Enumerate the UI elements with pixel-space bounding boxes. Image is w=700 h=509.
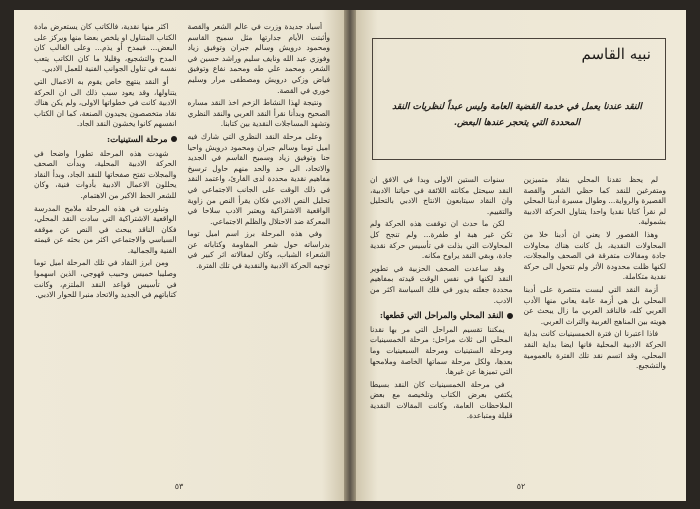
paragraph: أسياد جديدة وزرت في عالم الشعر والقصة وأثبتت الأيام جدارتها مثل سميح القاسم ومحمود درويش وسالم جبران وتوفيق زياد وفوزي عبد الله ونايف سليم وراشد حسين في الشعر، ومحمد علي طه ومحمد نفاع وتوفيق فياض وزكي درويش ومصطفى مرار وسليم خوري في القصة. bbox=[187, 22, 330, 95]
right-page-columns bbox=[370, 175, 666, 470]
page-number: ٥٣ bbox=[174, 482, 184, 491]
paragraph: اكثر منها نقدية، فالكاتب كان يستعرض مادة الكتاب المتناول او يلخص بعضا منها ويركز على البعض... فيمدح أو يذم... وعلى الغالب كان المدح والتشجيع، وقليلا ما كان الكاتب يتعب نفسه في تناول الجوانب الفنية للعمل الادبي. bbox=[34, 22, 177, 74]
left-page-col-left bbox=[34, 22, 177, 470]
paragraph: وعلى مرحلة النقد النظري التي شارك فيه اميل توما وسالم جبران ومحمود درويش واحيا حنا وتوفيق زياد وسميح القاسم في الجديد والاتحاد، الى حد والحد منهم حاول ترسيخ مفاهيم نقدية محددة لدى القارئ، واعتمد النقد في ذلك الوقت على الجانب الاجتماعي في تحليل النص الادبي فكان يقرأ النص من زاوية الواقعية الاشتراكية ويعتبر الادب سلاحا في المعركة ضد الاحتلال والظلم الاجتماعي. bbox=[187, 131, 330, 226]
bullet-icon bbox=[507, 313, 513, 319]
paragraph: أزمة النقد التي لبست متتصرة على أدبنا المحلي بل هي أزمة عامة يعاني منها الأدب العربي كله، فالناقد العربي ما زال يبحث عن هويته بين المناهج الغربية والتراث العربي. bbox=[523, 284, 666, 326]
paragraph: وهذا القصور لا يعني ان أدبنا خلا من المحاولات النقدية، بل كانت هناك محاولات جادة ومقالات متفرقة في الصحف والمجلات، لكنها ظلت محدودة الأثر ولم تتحول الى حركة نقدية متكاملة. bbox=[523, 229, 666, 282]
paragraph: سنوات الستين الاولى وبدا في الافق ان النقد سيحتل مكانته اللائقة في حياتنا الادبية، وان النقاد سيتابعون الانتاج الادبي بالتحليل والتقييم. bbox=[370, 175, 513, 216]
open-book bbox=[14, 10, 686, 501]
paragraph: يمكننا تقسيم المراحل التي مر بها نقدنا المحلي الى ثلاث مراحل: مرحلة الخمسينيات ومرحلة الستينيات ومرحلة السبعينيات وما بعدها، ولكل مرحلة سماتها الخاصة وملامحها التي تميزها عن غيرها. bbox=[370, 324, 513, 377]
section-heading-text: النقد المحلي والمراحل التي قطعها: bbox=[379, 310, 504, 321]
paragraph: لم يحظ تقدنا المحلي بنقاد متميزين ومتفرغين للنقد كما حظي الشعر والقصة القصيرة والرواية... وطوال مسيرة أدبنا المحلي لم نقرأ كتابا نقديا واحدا يتناول الحركة الادبية بشمولية. bbox=[523, 175, 666, 227]
paragraph: في مرحلة الخمسينيات كان النقد بسيطا يكتفي بعرض الكتاب وتلخيصه مع بعض الملاحظات العامة، وكانت المقالات النقدية قليلة ومتباعدة. bbox=[370, 379, 513, 421]
paragraph: وفي هذه المرحلة برز اسم اميل توما بدراساته حول شعر المقاومة وكتاباته عن الشعراء الشباب، وكان لمقالاته اثر كبير في توجيه الحركة الادبية والنقدية في تلك الفترة. bbox=[187, 229, 330, 271]
article-title-box bbox=[372, 38, 666, 160]
page-number: ٥٢ bbox=[516, 482, 526, 491]
section-heading bbox=[370, 310, 513, 321]
bullet-icon bbox=[171, 136, 177, 142]
paragraph: ومن ابرز النقاد في تلك المرحلة اميل توما وصليبا خميس وحبيب قهوجي، الذين اسهموا في تأسيس قواعد النقد الملتزم، وكانت كتاباتهم في الجديد والاتحاد منبرا للحوار الادبي. bbox=[34, 258, 177, 300]
right-page-col-left bbox=[370, 175, 513, 470]
book-spine bbox=[344, 10, 356, 501]
right-page bbox=[356, 10, 686, 501]
paragraph: لكن ما حدث ان توقفت هذه الحركة ولم تكن غير هبة او طفرة... ولم تنجح كل المحاولات التي بذلت في تأسيس حركة نقدية جادة، وبقي النقد يراوح مكانه. bbox=[370, 219, 513, 261]
right-page-col-right bbox=[524, 175, 667, 470]
section-heading-text: مرحلة الستينيات: bbox=[107, 133, 168, 144]
left-page bbox=[14, 10, 344, 501]
article-subtitle: النقد عندنا يعمل في خدمة القضية العامة وليس عبداً لنظريات النقد المحددة التي يتحجر عندها البعض. bbox=[392, 102, 642, 128]
paragraph: وقد ساعدت الصحف الحزبية في تطوير النقد لكنها في نفس الوقت قيدته بمفاهيم محددة جعلته يدور في فلك السياسة اكثر من الادب. bbox=[370, 263, 513, 305]
left-page-col-right bbox=[188, 22, 331, 470]
paragraph: فاذا اعتبرنا ان فترة الخمسينيات كانت بداية الحركة الادبية المحلية فانها ايضا بداية النقد المحلي، وقد اتسم نقد تلك الفترة بالعمومية والتشجيع. bbox=[523, 329, 666, 371]
left-page-columns bbox=[34, 22, 330, 470]
paragraph: وتبلورت في هذه المرحلة ملامح المدرسة الواقعية الاشتراكية التي سادت النقد المحلي، فكان الناقد يبحث في النص عن موقفه السياسي والاجتماعي اكثر من بحثه عن قيمته الفنية والجمالية. bbox=[34, 203, 177, 255]
author-title: نبيه القاسم bbox=[581, 45, 651, 63]
section-heading bbox=[34, 134, 177, 145]
paragraph: أو النقد ينتهج خاص يقوم به الاعمال التي يتناولها، وقد يعود سبب ذلك الى ان الحركة الادبية كانت في خطواتها الاولى، ولم يكن هناك نقاد متخصصون يجيدون الصنعة، كما ان الكتاب انفسهم كانوا يخشون النقد الجاد. bbox=[34, 76, 177, 129]
paragraph: ونتيجة لهذا النشاط الزخم اخذ النقد مساره الصحيح وبدأنا نقرأ النقد العربي والنقد النظري وتشهد المساجلات النقدية بين كتابنا. bbox=[187, 98, 330, 129]
paragraph: شهدت هذه المرحلة تطورا واضحا في الحركة الادبية المحلية، وبدأت الصحف والمجلات تفتح صفحاتها للنقد الجاد، وبدأ النقاد يحللون الاعمال الادبية بأدوات فنية، وكان للشعر الحظ الاكبر من الاهتمام. bbox=[34, 148, 177, 200]
